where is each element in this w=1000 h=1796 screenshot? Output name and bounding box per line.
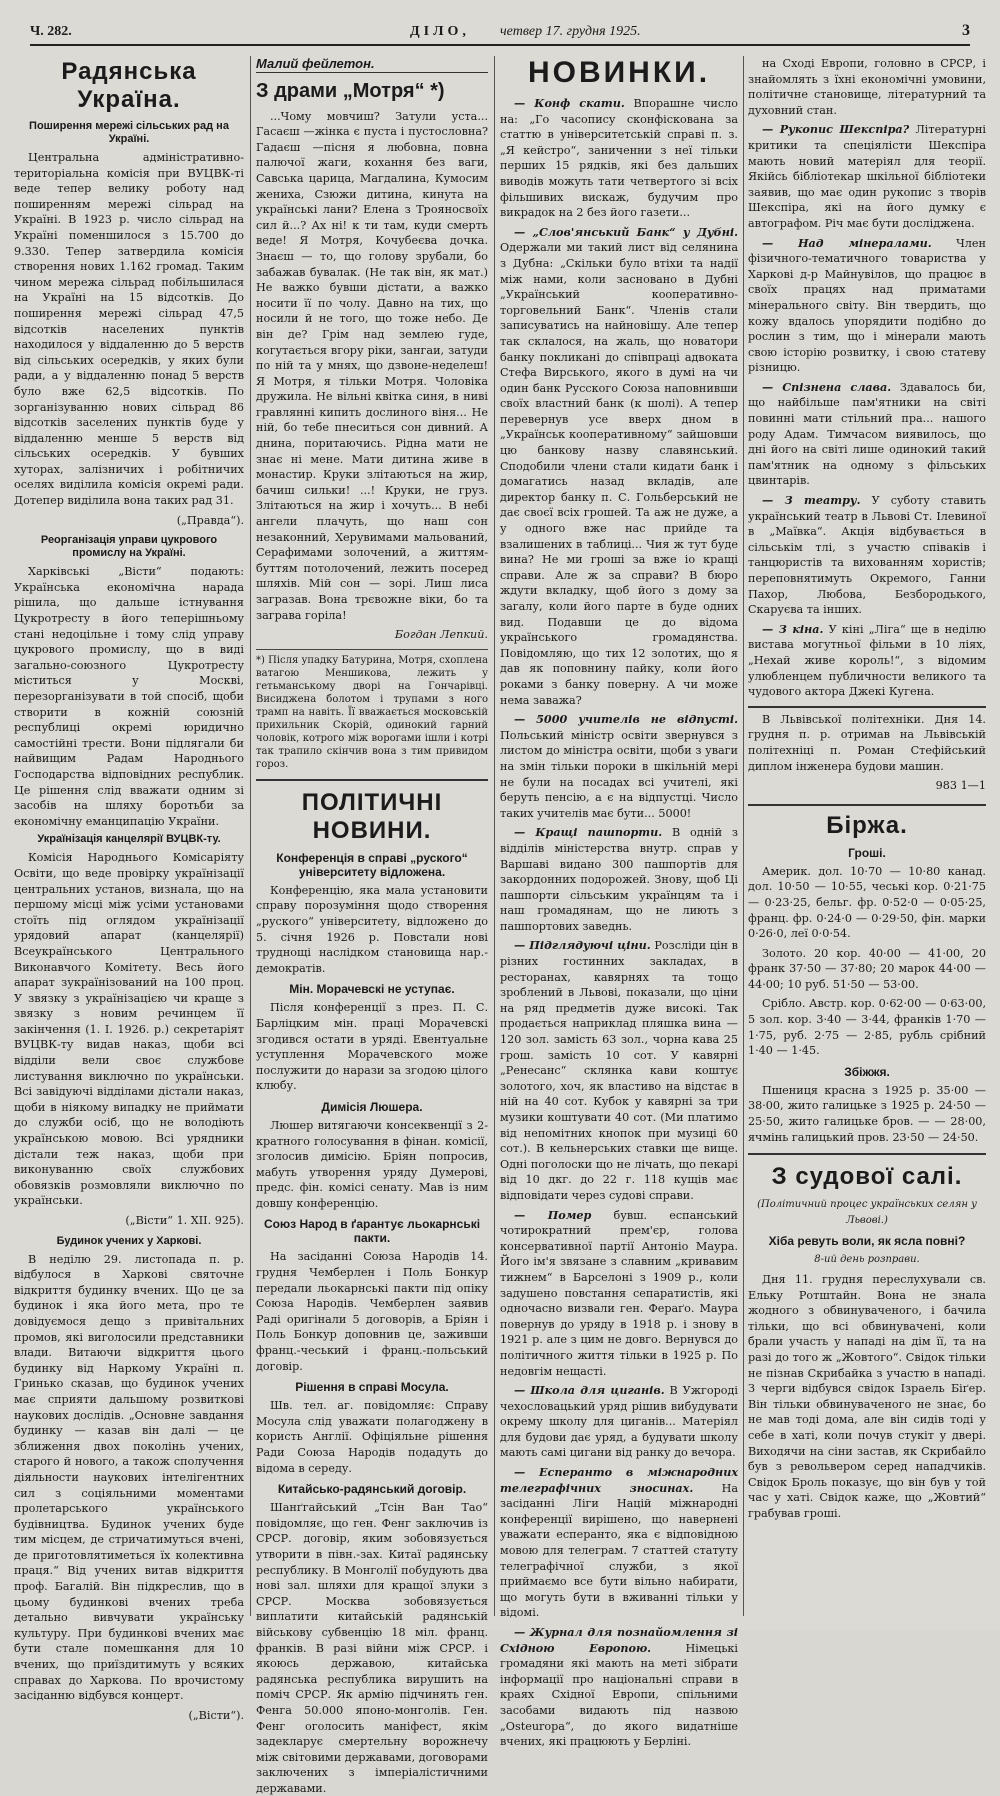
page-number: 3 [962, 22, 970, 39]
article-headline: Китайсько-радянський договір. [277, 1482, 467, 1497]
section-title-radianska: Радянська Україна. [61, 58, 197, 113]
article-body: Харківські „Вісти“ подають: Українська економічна нарада рішила, що дальше істнування Цукротресту в його теперішньому стані недоцільне і тому слід управу цукрового промислу, що в виді загально-союзного Цукротресту міститься у Москві, перезорганізувати в той спосіб, щоби створити в кожній союзній республиці окремі юридично самостійні трести. Вони підлягали би найвищим Радам Народнього Господарства відповідних республик. Це рішення слід вважати одним зі засобів на шляху боротьби за економічну еманципацію України. [14, 565, 244, 828]
news-lead: — Есперанто в міжнародних телеграфічних зносинах. [500, 1465, 738, 1495]
notice-text: В Львівської політехніки. Дня 14. грудня п. р. отримав на Львівській політехніці п. Роман Стефійський диплом інженера будови машин. [748, 712, 986, 773]
news-text: Розсліди цін в різних гостинних закладах, в ресторанах, кавярнях та тощо зроблений в Львові, показали, що ціни на ряд предметів дуже високі. Так продається наприклад пляшка вина — 120 зол. замість 63 зол., чорна кава 25 грош. замість 10 сот. У кавярні „Ренесанс“ склянка кави коштує золотого, хоч, як властиво на відстає в ній на 40 сот. Кубок у кавярні за три музики коштувати 40 сот. (Ми платимо від непомітних кнопок при музиці 60 сот.). В кельнерських ставки ще вище. Одні поголоски що не лічать, що пекарі від 10 дкг. до 22 г. 118 кущів має відповідати через судові справи. [500, 939, 738, 1202]
article-body: Шанґгайський „Тсін Ван Тао“ повідомляє, що ген. Фенг заключив із СРСР. договір, яким зобовязується утворити в півн.-зах. Китаї радянську республику. В Монголії побудують два нові зал. шляхи для кращої злуки з СРСР. Москва зобовязується виплатити китайській радянській військову субвенцію 18 міл. франц. франків. В разі війни між СРСР. і якоюсь державою, китайська радянська республика вирушить на поміч СРСР. Як армію підчинять ген. Фенга 50.000 японо-монголів. Ген. Фенг оголосить маніфест, якім задекларує смертельну ворожнечу між світовими державами, договорами заключених з імперіалістичними державами. [256, 1501, 488, 1795]
court-subhead: Хіба ревуть воли, як ясла повні? [768, 1234, 966, 1249]
news-item [500, 712, 738, 821]
article-body: Після конференції з през. П. С. Барліцким мін. праці Морачевскі згодився остати в уряді. Евентуальне уступлення Морачевского може послужити до нарази за згодою цілого клюбу. [256, 1001, 488, 1093]
news-lead: — Над мінералами. [762, 235, 932, 250]
feuilleton-header: Малий фейлетон. [256, 56, 488, 73]
news-text: У кіні „Ліга“ ще в неділю вистава могутньої фільми в 10 ліях, „Нехай живе король!“, з відомим улюбленцем публичности великого та чудового актора Джекі Кугена. [748, 622, 986, 699]
divider [256, 779, 488, 781]
news-lead: — З кіна. [762, 621, 824, 636]
news-text: В одній з відділів міністерства внутр. справ у Варшаві видано 300 пашпортів для закордонних подорожей. Знову, щоб Ці пашпорти сільським українцям та і наш громадянам, що не лиють з пашпортових заведнь. [500, 826, 738, 933]
column-2 [256, 56, 488, 1795]
article-body: На засіданні Союза Народів 14. грудня Чемберлен і Поль Бонкур передали льокарнські пакти під опіку Союза Народів. Чемберлен заявив Раді оригінали 5 договорів, а Бріян і Поль Бонкур доповнив це, заживши франц.-чеський і франц.-польський договір. [256, 1250, 488, 1373]
court-body: Дня 11. грудня переслухували св. Ельку Ротштайн. Вона не знала жодного з обвинуваченого, і бачила тільки, що всі обвинувачені, коли брали участь у нападі на дім її, та на разі до того ж „Жовтого“. Свідок тільки не пізнав Скрибайка з участю в нападі. З черги відбувся свідок Ізраель Біґер. Він тільки обвинуваченого не знає, бо не мав тоді дома, але він сидів тоді у себе в хаті, коли почув стукіт у двері. Виходячи на сіни застав, як Скрибайло був з револьвером серед нападчиків. Свідок Броль показує, що він був у той час у хаті. Свідок каже, що „Жовтий“ грабував гроші. [748, 1273, 986, 1520]
section-title-exchange: Біржа. [826, 811, 908, 839]
article-headline: Союз Народ в ґарантує льокарнські пакти. [263, 1217, 481, 1246]
notice-box [748, 706, 986, 806]
news-item [500, 96, 738, 221]
news-item [748, 122, 986, 231]
news-text: Польський міністр освіти звернувся з листом до міністра освіти, щоби з уваги на змін тільки пороки в шкільній мері не були на посадах всі учителі, які беруть пенсію, а є на відпустці. Число таких учителів має бути... 5000! [500, 728, 738, 820]
article-body: В неділю 29. листопада п. р. відбулося в Харкові святочне відкриття будинку вчених. Що це за будинок і яка його мета, про те довідуємося дещо з привітальних промов, які виголосили представники влади. Витаючи відкриття цього будинку від Наркому Україні п. Гринько сказав, що будинок учених має сприяти дальшому розвиткові наукових дослідів. „Основне завдання будинку — казав він далі — це зближення двох поколінь учених, старого й нового, а також сполучення діяльности наукових інтелігентних сил з соціяльними моментами пролетарського українського будівництва. Будинок учених буде тим місцем, де стричатимуться вчені, де приготовлятиметься їх колективна праця.“ Від учених витав відкриття проф. Багалій. Він підкреслив, що в цьому будинкові вчених треба детально вивчувати українську культуру. При будинкові вчених має бути стале помешкання для 10 вчених, що приїздитимуть у всяких справах до Харкова. По врочистому засіданню відбувся концерт. [14, 1252, 244, 1703]
column-rule [250, 56, 251, 1616]
column-3 [500, 56, 738, 1749]
column-rule [743, 56, 744, 1616]
news-lead: — Рукопис Шекспіра? [762, 122, 910, 137]
article-body: Люшер витягаючи консеквенції з 2-кратного голосування в фінан. комісії, зголосив димісію. Бріян попросив, мабуть утворення уряду Думерові, предс. фін. комісі сенату. Мав із ним довшу конференцію. [256, 1118, 488, 1210]
news-item [500, 1383, 738, 1461]
news-lead: — Журнал для познайомлення зі Східною Европою. [500, 1625, 738, 1655]
news-item [500, 225, 738, 708]
footnote: *) Після упадку Батурина, Мотря, схоплена ватагою Меншикова, лежить у гетьманському дворі на Гончарівці. Висиджена болотом і трупами з ного трамп на навіть. Її вважається московській прихильник Скорій, одинокий гарний чоловік, котрого між ворогами ішли і котрі так трапило скінчив вона з тим привидом гороз. [256, 649, 488, 771]
news-text: Член фізичного-тематичного товариства у Харкові д-р Майнувілов, що працює в своїх працях над приматами мінерального світу. Він твердить, що кожу вдалось упорядити подібно до рослин з тим, що і мінерали мають свою історію розвитку, і свою статеву різницю. [748, 236, 986, 375]
exchange-rates: Америк. дол. 10·70 — 10·80 канад. дол. 10·50 — 10·55, чеські кор. 0·21·75 — 0·23·25, бельг. фр. 0·52·0 — 0·05·25, франц. фр. 0·24·0 — 0·29·50, фін. марки 0·26·0, леї 0·0·54. [748, 864, 986, 941]
article-source: („Вісти“). [188, 1708, 244, 1722]
news-lead: — Кращі пашпорти. [514, 825, 663, 840]
news-text: На засіданні Ліги Націй міжнародні конференції вирішено, що навернені уважати есперанто, яка є відповідною мовою для телеграм. 7 статтей статуту телеграфічної служби, з якої приймаємо все бути вільно набирати, що могуть бути в вживанні тільки у відомі. [500, 1481, 738, 1620]
news-item [500, 1625, 738, 1750]
column-4 [748, 56, 986, 1616]
news-text: бувш. еспанський чотирократний прем'єр, голова консервативної партії Антоніо Маура. Його ім'я звязане з славним „кривавим тижнем“ в Барселоні з 1909 р., коли задушено повстання сепаратистів, які одночасно визвали ген. Фераґо. Маура повернув до уряду в 1918 р. і знову в 1921 р. але з цим не довго. Вернувся до політичного життя тільки в 1925 р. По недовгім нещасті. [500, 1208, 738, 1378]
section-title-political: ПОЛІТИЧНІ НОВИНИ. [301, 788, 443, 844]
court-day: 8-ий день розправи. [814, 1254, 920, 1266]
news-text: Одержали ми такий лист від селянина з Дубна: „Скільки було втіхи та надії між нами, коли засновано в Дубні „Український кооперативно-торговельний Банк“. Членів стали записуватись на найновішу. Але тепер так склалося, на жаль, що новатори банку покликані до співпраці адвоката Стефа Вирського, якого в думі на чи один банк Русского Союза наповнивши своїх властний банк (к шолі). А тепер перевернув усе вверх дном в „Українськ кооперативному“ зайшовши цю банкову назву славянський. Сподобили члени стали кидати банк і домагатись назад вкладів, але директор банку п. С. Гольберський не дає своєї всіх грошей. Та аж не дуже, а у одного вже нас прийде та взалишених в таблиці... Чия ж тут буде вина? Не ми гроші за вже іо кращі справи. Але ж за справи? В бюро ждути вкладку, щоб його з дому за загалу, коли його парте в буде одних вид. Подавши це до відома українського громадянства. Повідомляю, що тих 12 золотих, що я дав як поповнину пайку, коли його роками з банку поверну. А чи може нема заважа? [500, 241, 738, 707]
news-continuation: на Сході Европи, головно в СРСР, і знайомлять з їхні економічні умовини, політичне становище, літературний та духовний стан. [748, 57, 986, 117]
section-title-news: НОВИНКИ. [527, 56, 711, 89]
article-body: Конференцію, яка мала установити справу порозуміння щодо створення „руского“ університету, відложено до 5. січня 1926 р. Повстали нові труднощі наслідком становища нар.-демократів. [256, 883, 488, 975]
news-lead: — Конф скати. [514, 96, 625, 110]
section-title-court: З судової салі. [771, 1163, 963, 1191]
article-body: Комісія Народнього Комісаріяту Освіти, що веде провірку українізації центральних установ, визнала, що на першому місці між усіми установами стоїть під оглядом українізації урядовий апарат (канцелярії) Всеукраїнського Центрального Виконавчого Комітету. Весь його апарат зукраїнізований на 100 проц. У звязку з українізацією чи краще з звязку з новим речинцем її закінчення (1. І. 1926. р.) секретаріят ВУЦВК-ту видав наказ, щоби всі відділи вели своє службове листування виключно по українськи. Всі завідуючі відділами дістали наказ, щоби в ніякому випадку не приймати до служби осіб, що не володіють українською мовою. Всі урядники дістали теж наказ, щоби при виконуванню своїх службових обовязків розмовляли виключно по українськи. [14, 851, 244, 1208]
news-item [500, 1465, 738, 1621]
article-headline: Димісія Люшера. [321, 1099, 423, 1114]
drama-title: З драми „Мотря“ *) [256, 79, 445, 102]
news-text: У суботу ставить український театр в Львові Ст. Ілевиної в „Маївка“. Акція відбувається в сільськім тлі, з участю співаків і танцюристів та вихованням хористів; переповнятимуть Окремого, Ганни Пахор, Любова, Безбородького, Скаруєва та інших. [748, 494, 987, 617]
news-text: В Ужгороді чехословацький уряд рішив вибудувати окрему школу для циганів... Матеріял для будови дає уряд, а будувати школу мають самі цигани від ранку до вечора. [500, 1384, 738, 1460]
news-lead: — Помер [514, 1207, 592, 1222]
news-lead: — З театру. [762, 493, 861, 508]
news-lead: — Підглядуючі ціни. [514, 938, 651, 953]
news-item [500, 825, 738, 934]
article-body: Шв. тел. аг. повідомляє: Справу Мосула слід уважати полагоджену в користь Англії. Офіціяльне рішення Ради Союза Народів подадуть до відома в середу. [256, 1399, 488, 1475]
issue-number: Ч. 282. [30, 24, 72, 39]
article-headline: Рішення в справі Мосула. [295, 1380, 449, 1395]
news-item [500, 1208, 738, 1380]
exchange-subhead: Гроші. [848, 845, 886, 860]
exchange-rates: Золото. 20 кор. 40·00 — 41·00, 20 франк 37·50 — 37·80; 20 марок 44·00 — 44·00; 10 руб. 51·50 — 53·00. [748, 946, 986, 991]
article-headline: Українізація канцелярії ВУЦВК-ту. [37, 833, 221, 846]
news-lead: — 5000 учителів не відпусті. [514, 712, 738, 727]
news-item [748, 236, 986, 376]
news-lead: — Школа для циганів. [514, 1383, 665, 1398]
article-headline: Будинок учених у Харкові. [56, 1234, 202, 1247]
article-source: („Вісти“ 1. XII. 925). [125, 1214, 244, 1227]
news-lead: — „Слов'янський Банк“ у Дубні. [514, 224, 738, 239]
author-signature: Богдан Лепкий. [394, 628, 488, 642]
news-lead: — Спізнена слава. [762, 379, 892, 394]
column-1 [14, 56, 244, 1722]
court-note: (Політичний процес українських селян у Львові.) [757, 1199, 977, 1226]
issue-date: четвер 17. грудня 1925. [500, 24, 641, 39]
article-headline: Мін. Морачевскі не уступає. [289, 982, 455, 997]
masthead [30, 22, 970, 46]
exchange-rates: Срібло. Австр. кор. 0·62·00 — 0·63·00, 5 зол. кор. 3·40 — 3·44, франків 1·70 — 1·75, руб. 2·75 — 2·85, рубль срібний 1·40 — 1·45. [748, 997, 986, 1058]
article-headline: Конференція в справі „руского“ університету відложена. [276, 850, 468, 879]
news-text: Здавалось би, що найбільше пам'ятники на світі повинні мати стільний пра... нашого роду Адам. Тимчасом виявилось, що дні його на світі лише одинокий такий пам'ятник на одному з фільських цвинтарів. [748, 380, 986, 488]
news-text: Німецькі громадяни які мають на меті зібрати інформації про національні справи в краях Східної Европи, спільними засобами видають під назвою „Osteuropa“, до якого видатніше вчених, які працюють у Берліні. [500, 1641, 738, 1749]
news-text: Впорашне число на: „Го часопису сконфіскована за статтю в університетській справі п. з. „Я кейстро“, заниченни з неї тільки перших 15 рядків, які без дальших виводів можуть тати четвертого зі всіх фільшивих вискаж, будучим про викрадок на 2 без його газети... [500, 97, 738, 220]
article-source: („Правда“). [176, 513, 244, 527]
article-body: Центральна адміністративно-територіальна комісія при ВУЦВК-ті веде тепер велику роботу над поширенням мережі сільрад на Україні. В 1923 р. число сільрад на Україні поменшилося з 15.700 до 9.330. Тепер затвердила комісія створення нових 1.162 громад. Таким чином мережа сільрад побільшилася на Україні на 15 відсотків. До поширення мережі сільрад 47,5 відсотків населених пунктів находилося у віддаленню до 5 верств від сільських осередків, у яких були ради, а у віддаленню понад 5 верств було вже 62,5 відсотків. По зорганізуванню нових сільрад 86 відсотків заселених пунктів буде у віддаленню менше 5 верств від сільських осередків. У бувших хуторах, залізничих і робітничих оселях виділила комісія окремі ради. Дотепер виділила вона таких рад 31. [14, 151, 244, 508]
exchange-rates: Пшениця красна з 1925 р. 35·00 — 38·00, жито галицьке з 1925 р. 24·50 — 25·50, жито галицьке бров. — — 28·00, ячмінь галицький пров. 23·50 — 24·50. [748, 1083, 986, 1144]
column-rule [494, 56, 495, 1616]
news-item [748, 493, 986, 618]
notice-code: 983 1—1 [935, 779, 986, 793]
news-item [500, 938, 738, 1203]
news-item [748, 380, 986, 489]
news-item [748, 622, 986, 700]
divider [748, 1153, 986, 1155]
news-text: Літературні критики та спеціялісти Шекспіра мають новий матеріял для теорії. Якійсь бібліотекар шкільної бібліотеки заявив, що має один рукопис з творів Шекспіра, які на його думку є автографом. Річ має бути досліджена. [748, 123, 986, 230]
newspaper-title: ДІЛО, [410, 24, 470, 39]
exchange-subhead: Збіжжя. [844, 1064, 890, 1079]
article-headline: Реорганізація управи цукрового промислу на Україні. [40, 534, 218, 560]
drama-text: ...Чому мовчиш? Затули уста... Гасаєш —жінка є пуста і пустословна? Гадаєш —пісня я любовна, повна палючої жаги, кохання без ваги, Савська царица, Магдалина, Кумосим жениха, Сзюжи дитина, кинута на українські лани? Елена з Трояносвоїх сил й...? Ах ні! к ти там, куди смерть веде! Я Мотря, Кочубеєва дочка. Знаєш — то, що голову зрубали, бо забажав бувалак. (Не так він, як мат.) Не важко бувши дістати, а важко носити її по чолу. Давно на тих, що носили й не того, що тоже небо. Де він де? Грім над землею гуде, когутається вгору ріки, зангаи, затуди по ній та у мнях, що дзвоне-неделеш! Я Мотря, я тільки Мотря. Чоловіка дружила. Не вільні квітка синя, в ниві гравлянні кипить дослиного віня... Не ній, бо тебе пнеситься сон дивний. А днина, поритаючись. Рідна мати не знає ні мене. Мати дитина живе в монастир. Круки злітаються на жир, бачиш сильки! ...! Круки, не груз. Злітаються на жир і хочуть... В небі ангели плачуть, що наш сон незаконний, Херувимами мальований, Серафимами золочений, а життям-буттям потолочений, лежить посеред шляхів. Мій сон — зорі. Лиш лиса загразав. Вона трєвожне віки, бо та заграва горіла! [256, 109, 488, 622]
article-headline: Поширення мережі сільських рад на Україні. [29, 120, 229, 145]
